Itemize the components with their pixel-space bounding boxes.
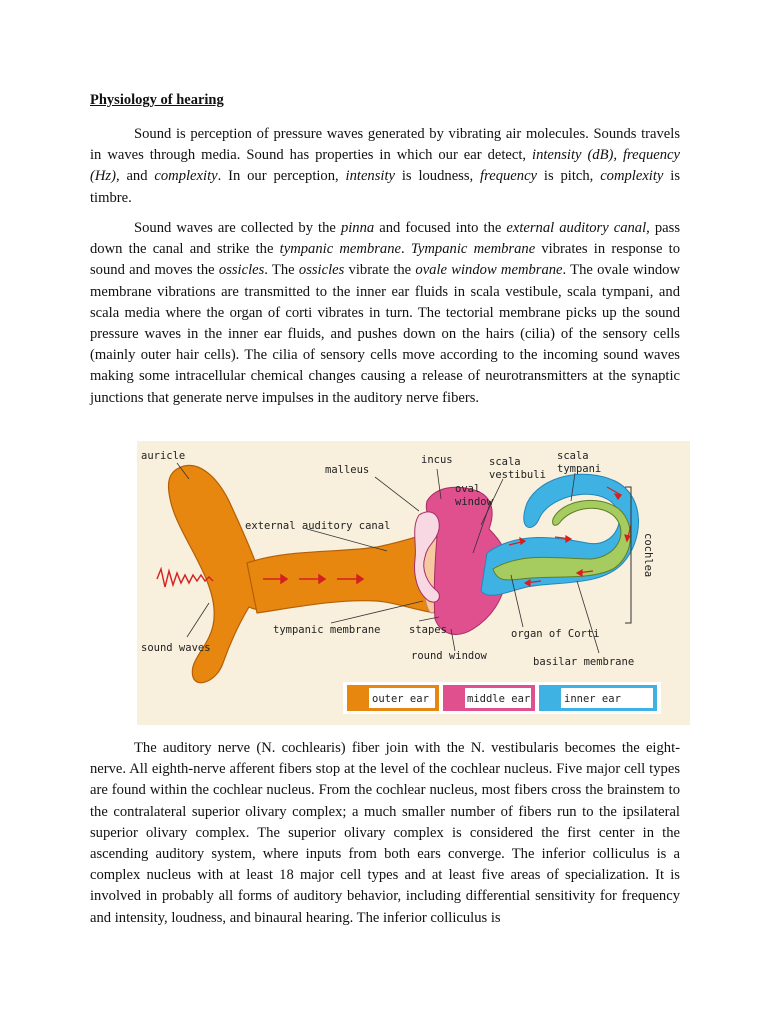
- legend-label-middle-ear: middle ear: [467, 693, 531, 705]
- legend-label-outer-ear: outer ear: [372, 693, 429, 705]
- page-title: Physiology of hearing: [90, 92, 224, 108]
- ear-anatomy-figure: [137, 441, 690, 725]
- label-scala-tympani-1: scala: [557, 450, 589, 462]
- italic-term: complexity: [600, 168, 664, 185]
- italic-term: intensity (dB), frequency (Hz): [90, 147, 680, 185]
- label-sound-waves: sound waves: [141, 642, 211, 654]
- label-basilar-membrane: basilar membrane: [533, 656, 635, 668]
- label-cochlea: cochlea: [642, 533, 654, 578]
- italic-term: intensity: [345, 168, 395, 185]
- italic-term: ossicles: [298, 262, 345, 279]
- italic-term: ossicles: [218, 262, 265, 279]
- figure-legend: [343, 682, 661, 714]
- label-external-auditory-canal: external auditory canal: [245, 520, 391, 532]
- label-scala-vestibuli-2: vestibuli: [489, 469, 546, 481]
- italic-term: external auditory canal: [506, 220, 647, 236]
- paragraph-auditory-nerve: The auditory nerve (N. cochlearis) fiber join with the N. vestibularis becomes the eight-nerve. All eighth-nerve afferent fibers stop at the level of the cochlear nucleus. Five major cell types are found within the cochlear nucleus. From the cochlear nucleus, most fibers cross the brainstem to the contralateral superior olivary complex; a much smaller number of fibers run to the ipsilateral superior olivary complex. The superior olivary complex is considered the first center in the ascending auditory system, where inputs from both ears converge. The inferior colliculus is a complex nucleus with at least 18 major cell types and at least five areas of specialization. It is involved in probably all forms of auditory behavior, including differential sensitivity for frequency and intensity, loudness, and binaural hearing. The inferior colliculus is: [90, 740, 680, 926]
- italic-term: complexity: [154, 168, 218, 185]
- label-incus: incus: [421, 454, 453, 466]
- label-malleus: malleus: [325, 464, 370, 476]
- italic-term: frequency: [480, 168, 538, 185]
- label-oval-window-2: window: [455, 496, 493, 508]
- label-oval-window-1: oval: [455, 483, 481, 495]
- label-tympanic-membrane: tympanic membrane: [273, 624, 381, 636]
- label-stapes: stapes: [409, 624, 447, 636]
- label-round-window: round window: [411, 650, 487, 662]
- label-organ-of-corti: organ of Corti: [511, 628, 600, 640]
- italic-term: pinna: [340, 220, 375, 236]
- ear-anatomy-diagram: [137, 441, 690, 725]
- italic-term: ovale window membrane: [415, 262, 563, 279]
- paragraph-sound-pathway: Sound waves are collected by the pinna and focused into the external auditory canal, pass down the canal and strike the tympanic membrane. Tympanic membrane vibrates in response to sound and moves the ossicles. The ossicles vibrate the ovale window membrane. The ovale window membrane vibrations are transmitted to the inner ear fluids in scala vestibule, scala tympani, and scala media where the organ of corti vibrates in turn. The tectorial membrane picks up the sound pressure waves in the inner ear fluids, and pushes down on the hairs (cilia) of the sensory cells (mainly outer hair cells). The cilia of sensory cells move according to the incoming sound waves making some intracellular chemical changes causing a release of neurotransmitters at the synaptic junctions that generate nerve impulses in the auditory nerve fibers.: [90, 220, 681, 406]
- paragraph-sound-properties: Sound is perception of pressure waves generated by vibrating air molecules. Sounds travels in waves through media. Sound has properties in which our ear detect, intensity (dB), frequency (Hz), and complexity. In our perception, intensity is loudness, frequency is pitch, complexity is timbre.: [90, 126, 680, 206]
- external-canal-shape: [247, 531, 437, 613]
- italic-term: tympanic membrane: [279, 241, 401, 258]
- label-scala-vestibuli-1: scala: [489, 456, 521, 468]
- label-scala-tympani-2: tympani: [557, 463, 602, 475]
- label-auricle: auricle: [141, 450, 186, 462]
- italic-term: Tympanic membrane: [410, 241, 536, 258]
- legend-label-inner-ear: inner ear: [564, 693, 621, 705]
